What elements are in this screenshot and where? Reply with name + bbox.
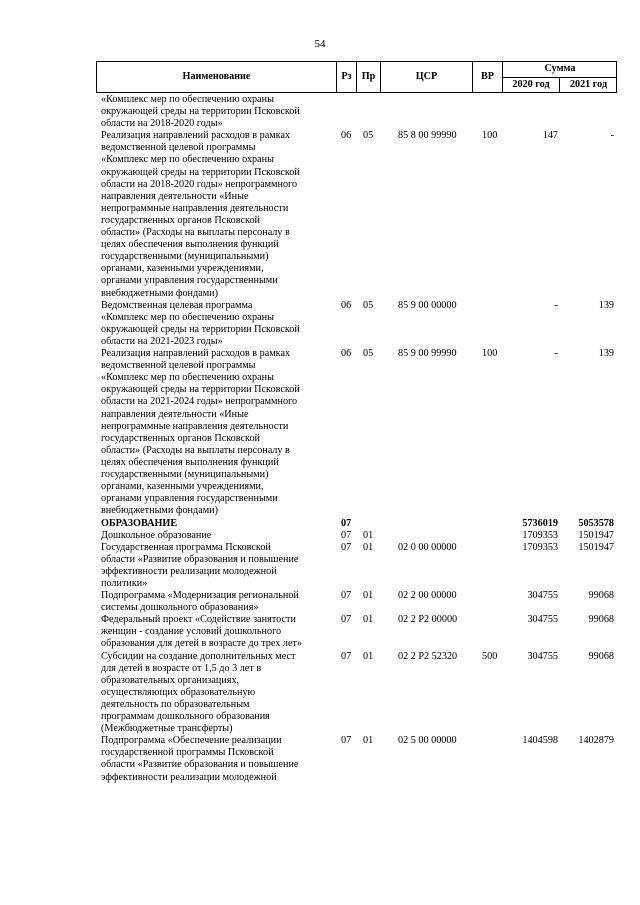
row-sum-2020: 5736019	[522, 517, 558, 529]
row-sum-2021: 139	[598, 299, 614, 311]
row-sum-2020: -	[554, 348, 558, 360]
row-csr: 02 2 P2 00000	[398, 614, 458, 626]
row-sum-2021: 1501947	[578, 541, 614, 553]
row-rz: 07	[341, 650, 352, 662]
header-year-2020: 2020 год	[503, 78, 560, 92]
row-sum-2020: -	[554, 299, 558, 311]
row-name: ОБРАЗОВАНИЕ	[101, 517, 178, 529]
row-sum-2020: 1709353	[522, 529, 558, 541]
row-pr: 05	[363, 299, 374, 311]
table-header	[96, 61, 617, 93]
row-rz: 07	[341, 529, 352, 541]
header-rz: Рз	[337, 62, 357, 92]
row-csr: 85 8 00 99990	[398, 130, 457, 142]
header-csr: ЦСР	[381, 62, 473, 92]
row-csr: 85 9 00 00000	[398, 299, 457, 311]
row-sum-2021: 139	[598, 348, 614, 360]
row-rz: 07	[341, 735, 352, 747]
row-rz: 07	[341, 541, 352, 553]
row-csr: 02 2 00 00000	[398, 590, 457, 602]
row-pr: 05	[363, 130, 374, 142]
row-sum-2020: 147	[542, 130, 558, 142]
row-sum-2021: 1501947	[578, 529, 614, 541]
row-rz: 07	[341, 517, 352, 529]
row-name: Реализация направлений расходов в рамках ведомственной целевой программы «Комплекс мер по обеспечению охраны окружающей среды на территории Псковской области на 2018-2020 годы» непрограммного направления деятельности «Иные непрограммные направления деятельности государственных органов Псковской области» (Расходы на выплаты персоналу в целях обеспечения выполнения функций государственными (муниципальными) органами, казенными учреждениями, органами управления государственными внебюджетными фондами)	[101, 130, 300, 299]
row-name: Ведомственная целевая программа «Комплекс мер по обеспечению охраны окружающей среды на территории Псковской области на 2021-2023 годы»	[101, 299, 300, 347]
row-sum-2021: 5053578	[578, 517, 614, 529]
row-vr: 100	[482, 348, 498, 360]
row-name: «Комплекс мер по обеспечению охраны окружающей среды на территории Псковской области на 2018-2020 годы»	[101, 94, 300, 130]
row-csr: 02 0 00 00000	[398, 541, 457, 553]
row-pr: 01	[363, 529, 374, 541]
row-rz: 07	[341, 614, 352, 626]
row-rz: 06	[341, 348, 352, 360]
row-name: Подпрограмма «Модернизация региональной системы дошкольного образования»	[101, 590, 299, 614]
row-sum-2021: 99068	[588, 614, 614, 626]
row-csr: 02 2 P2 52320	[398, 650, 458, 662]
row-pr: 01	[363, 614, 374, 626]
row-rz: 06	[341, 299, 352, 311]
header-name: Наименование	[97, 62, 337, 92]
row-csr: 85 9 00 99990	[398, 348, 457, 360]
row-sum-2021: 1402879	[578, 735, 614, 747]
row-rz: 06	[341, 130, 352, 142]
row-pr: 05	[363, 348, 374, 360]
row-rz: 07	[341, 590, 352, 602]
row-sum-2020: 304755	[527, 614, 558, 626]
row-pr: 01	[363, 650, 374, 662]
row-vr: 500	[482, 650, 498, 662]
row-pr: 01	[363, 541, 374, 553]
row-sum-2020: 304755	[527, 590, 558, 602]
header-sum: Сумма	[503, 62, 617, 78]
header-year-2021: 2021 год	[569, 78, 608, 90]
row-sum-2021: 99068	[588, 650, 614, 662]
row-sum-2020: 1404598	[522, 735, 558, 747]
row-csr: 02 5 00 00000	[398, 735, 457, 747]
row-name: Реализация направлений расходов в рамках ведомственной целевой программы «Комплекс мер по обеспечению охраны окружающей среды на территории Псковской области на 2021-2024 годы» непрограммного направления деятельности «Иные непрограммные направления деятельности государственных органов Псковской области» (Расходы на выплаты персоналу в целях обеспечения выполнения функций государственными (муниципальными) органами, казенными учреждениями, органами управления государственными внебюджетными фондами)	[101, 348, 300, 517]
row-pr: 01	[363, 590, 374, 602]
row-name: Субсидии на создание дополнительных мест для детей в возрасте от 1,5 до 3 лет в образовательных организациях, осуществляющих образовательную деятельность по образовательным программам дошкольного образования (Межбюджетные трансферты)	[101, 650, 296, 735]
row-sum-2021: -	[610, 130, 614, 142]
row-sum-2021: 99068	[588, 590, 614, 602]
row-name: Подпрограмма «Обеспечение реализации государственной программы Псковской области «Развитие образования и повышение эффективности реализации молодежной	[101, 735, 299, 783]
page-number: 54	[314, 38, 326, 50]
row-pr: 01	[363, 735, 374, 747]
header-vr: ВР	[473, 62, 503, 92]
row-vr: 100	[482, 130, 498, 142]
row-sum-2020: 1709353	[522, 541, 558, 553]
row-name: Дошкольное образование	[101, 529, 212, 541]
row-name: Федеральный проект «Содействие занятости женщин - создание условий дошкольного образования для детей в возрасте до трех лет»	[101, 614, 303, 650]
row-sum-2020: 304755	[527, 650, 558, 662]
header-pr: Пр	[357, 62, 381, 92]
row-name: Государственная программа Псковской области «Развитие образования и повышение эффективности реализации молодежной политики»	[101, 541, 299, 589]
